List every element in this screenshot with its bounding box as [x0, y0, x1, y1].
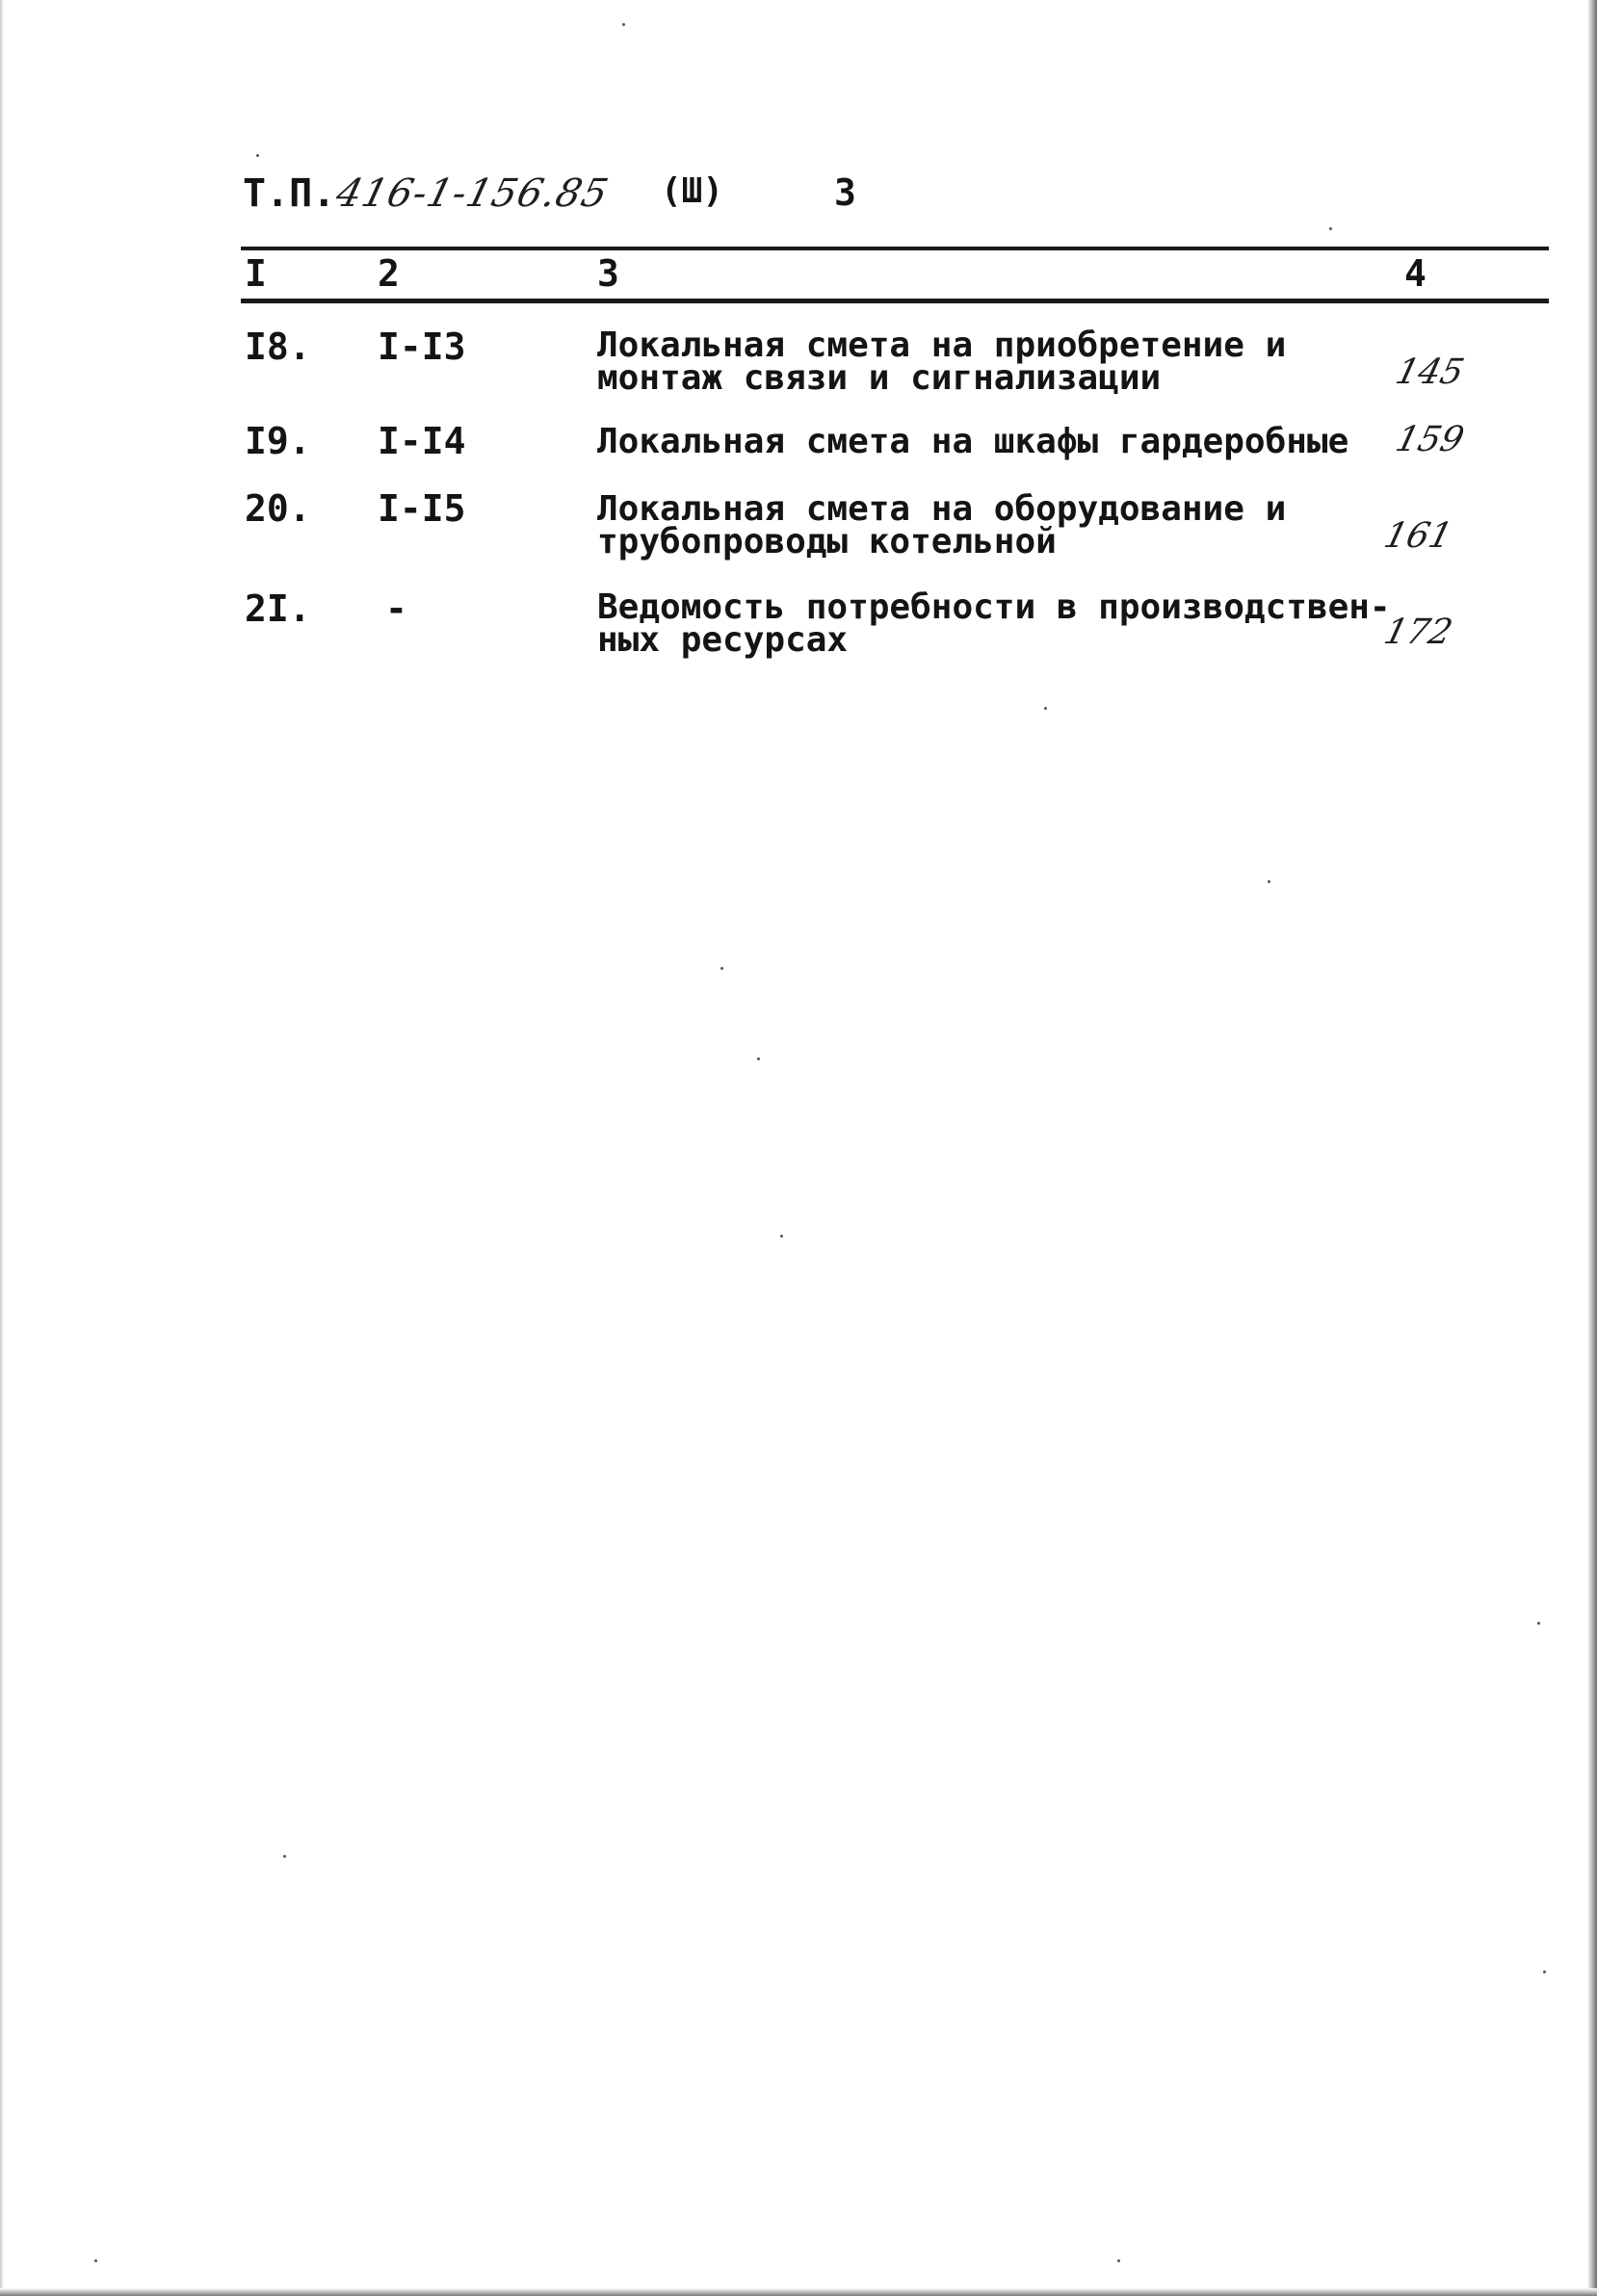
row-page-number: 145: [1391, 352, 1468, 392]
row-page-number: 172: [1379, 613, 1456, 652]
scan-speck: [622, 23, 625, 26]
row-code: I-I3: [378, 326, 466, 368]
row-code: -: [385, 587, 407, 630]
row-description-line2: монтаж связи и сигнализации: [597, 358, 1162, 398]
row-description-line1: Ведомость потребности в производствен-: [597, 587, 1391, 627]
table-top-rule: [241, 247, 1549, 250]
column-heading-2: 2: [378, 252, 400, 295]
scan-speck: [94, 2259, 97, 2262]
header-page-number: 3: [834, 171, 856, 214]
scan-speck: [256, 154, 259, 157]
row-page-number: 161: [1379, 516, 1456, 556]
scan-edge-bottom: [0, 2288, 1597, 2296]
row-number: I9.: [245, 420, 311, 462]
scan-speck: [283, 1855, 286, 1858]
header-project-number: 416-1-156.85: [331, 171, 614, 216]
scan-speck: [1329, 227, 1332, 230]
row-description-line1: Локальная смета на оборудование и: [597, 489, 1287, 529]
scan-speck: [1537, 1622, 1540, 1625]
row-description-line2: трубопроводы котельной: [597, 522, 1057, 561]
scan-speck: [720, 967, 723, 970]
column-heading-3: 3: [597, 252, 619, 295]
row-description-line2: ных ресурсах: [597, 620, 849, 660]
row-code: I-I5: [378, 487, 466, 530]
header-prefix: Т.П.: [243, 171, 336, 216]
scan-speck: [1117, 2259, 1120, 2262]
scan-speck: [1044, 707, 1047, 710]
row-code: I-I4: [378, 420, 466, 462]
row-description-line1: Локальная смета на шкафы гардеробные: [597, 422, 1349, 461]
column-heading-4: 4: [1404, 252, 1427, 295]
scan-speck: [1543, 1970, 1546, 1973]
table-header-rule: [241, 299, 1549, 303]
row-description-line1: Локальная смета на приобретение и: [597, 326, 1287, 365]
scan-speck: [780, 1235, 783, 1238]
row-page-number: 159: [1391, 420, 1468, 459]
scan-speck: [757, 1057, 760, 1060]
row-number: 20.: [245, 487, 311, 530]
column-heading-1: I: [245, 252, 267, 295]
scan-edge-right: [1587, 0, 1597, 2296]
row-number: 2I.: [245, 587, 311, 630]
scan-speck: [1268, 880, 1270, 883]
row-number: I8.: [245, 326, 311, 368]
scan-edge-left: [0, 0, 4, 2296]
header-series: (Ш): [661, 171, 724, 211]
